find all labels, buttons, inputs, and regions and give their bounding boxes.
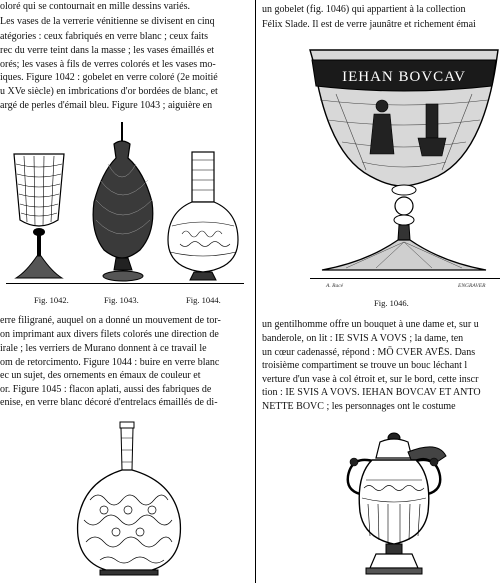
caption-fig-1042: Fig. 1042. [34,295,69,305]
text-line: erre filigrané, auquel on a donné un mouvement de tor- [0,315,221,326]
ornate-vase-figure [342,432,452,580]
text-line: enise, en verre blanc décoré d'entrelacs émaillés de di- [0,397,218,408]
caption-fig-1043: Fig. 1043. [104,295,139,305]
engraver-signature-right: ENGRAVER [458,283,486,289]
figure-ground-line [6,283,244,284]
text-line: un cœur cadenassé, répond : MŌ CVER AVĒS. Dans [262,347,476,358]
ewer-figure-1043 [86,120,162,285]
text-line: om de retorcimento. Figure 1044 : buire en verre blanc [0,357,220,368]
text-line: tion : IE SVIS A VOVS. IEHAN BOVCAV ET ANTO [262,387,481,398]
text-line: u XVe siècle) en imbrications d'or bordées de blanc, et [0,86,218,97]
text-line: ec un sujet, des ornements en émaux de couleur et [0,370,201,381]
text-line: or. Figure 1045 : flacon aplati, aussi des fabriques de [0,384,212,395]
text-line: irale ; les verriers de Murano donnent à ce travail le [0,343,207,354]
text-line: orés; les vases à fils de verres colorés et les vases mo- [0,59,216,70]
goblet-inscription: IEHAN BOVCAV [342,69,466,85]
enamelled-goblet-figure-1046 [306,44,500,284]
bottle-figure-1044 [164,148,244,285]
text-line: oloré qui se contournait en mille dessins variés. [0,1,190,12]
column-divider [255,0,256,583]
text-line: Félix Slade. Il est de verre jaunâtre et richement émai [262,19,476,30]
engraver-signature-left: A. Racé [326,283,344,289]
flask-figure-1045 [70,420,188,580]
text-line: iques. Figure 1042 : gobelet en verre coloré (2e moitié [0,72,218,83]
caption-fig-1046: Fig. 1046. [374,298,409,308]
text-line: banderole, on lit : IE SVIS A VOVS ; la dame, ten [262,333,464,344]
text-line: NETTE BOVC ; les personnages ont le costume [262,401,456,412]
text-line: argé de perles d'émail bleu. Figure 1043 ; aiguière en [0,100,213,111]
text-line: verture d'un vase à col étroit et, sur le bord, cette inscr [262,374,479,385]
text-line: un gentilhomme offre un bouquet à une dame et, sur u [262,319,479,330]
right-column [262,0,500,583]
text-line: rec du verre teint dans la masse ; les vases émaillés et [0,45,215,56]
figure-ground-line [310,278,500,279]
text-line: on imprimant aux divers filets colorés une direction de [0,329,219,340]
text-line: troisième compartiment se trouve un bouc léchant l [262,360,468,371]
text-line: Les vases de la verrerie vénitienne se divisent en cinq [0,16,215,27]
caption-fig-1044: Fig. 1044. [186,295,221,305]
goblet-figure-1042 [10,150,68,285]
text-line: un gobelet (fig. 1046) qui appartient à la collection [262,4,466,15]
text-line: atégories : ceux fabriqués en verre blanc ; ceux faits [0,31,208,42]
